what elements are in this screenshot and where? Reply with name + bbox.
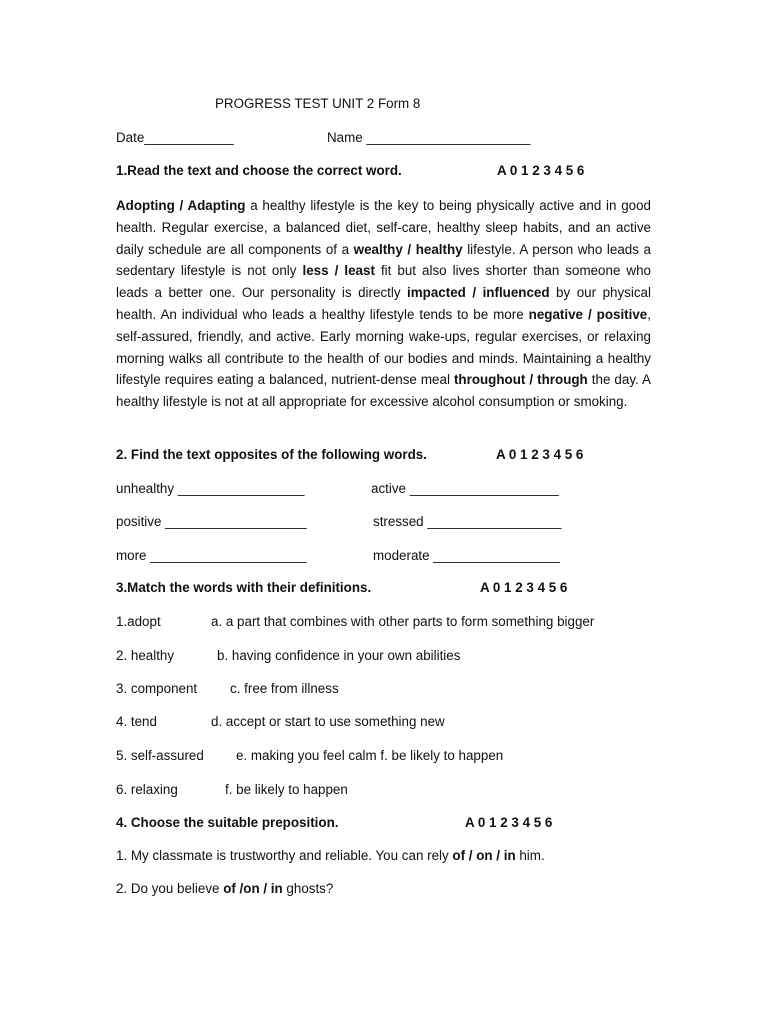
match-word: 3. component	[116, 681, 198, 696]
match-definition: a. a part that combines with other parts to form something bigger	[211, 614, 595, 629]
section2-score: A 0 1 2 3 4 5 6	[496, 447, 584, 462]
paragraph-text: a healthy lifestyle is the key to being physically active and in good health. Regular exercise, a balanced diet, self-care, healthy sleep habits, and an active daily schedule are all components of a	[116, 198, 651, 257]
opposite-row-left: unhealthy _________________	[116, 481, 305, 496]
date-field: Date____________	[116, 130, 234, 145]
opposite-row-right: moderate _________________	[373, 548, 560, 563]
paragraph-text: , self-assured, friendly, and active. Early morning wake-ups, regular exercises, or relaxing morning walks all contribute to the health of our bodies and minds. Maintaining a healthy lifestyle requires eating a balanced, nutrient-dense meal	[116, 306, 651, 388]
preposition-options: of / on / in	[452, 848, 516, 863]
preposition-item	[116, 848, 545, 864]
page-title: PROGRESS TEST UNIT 2 Form 8	[215, 96, 421, 111]
opposite-row-left: more _____________________	[116, 548, 307, 563]
paragraph-text: the day. A healthy lifestyle is not at all appropriate for excessive alcohol consumption or smoking.	[116, 372, 651, 410]
word-choice: throughout / through	[453, 372, 588, 388]
paragraph-text: lifestyle. A person who leads a sedentary lifestyle is not only	[116, 241, 651, 279]
section3-score: A 0 1 2 3 4 5 6	[480, 580, 568, 595]
word-choice: negative / positive	[528, 306, 648, 322]
match-definition: c. free from illness	[230, 681, 339, 696]
match-definition: e. making you feel calm f. be likely to happen	[236, 748, 504, 763]
opposite-row-right: active ____________________	[371, 481, 559, 496]
preposition-item-end: ghosts?	[282, 881, 334, 896]
match-word: 4. tend	[116, 714, 157, 729]
paragraph-text: fit but also lives shorter than someone who leads a better one. Our personality is directly	[116, 263, 651, 301]
section3-heading: 3.Match the words with their definitions.	[116, 580, 372, 595]
match-word: 1.adopt	[116, 614, 161, 629]
opposite-row-left: positive ___________________	[116, 514, 307, 529]
name-field: Name ______________________	[327, 130, 531, 145]
match-word: 2. healthy	[116, 648, 175, 663]
section2-heading: 2. Find the text opposites of the following words.	[116, 447, 427, 462]
match-definition: b. having confidence in your own abilities	[217, 648, 461, 663]
section1-heading: 1.Read the text and choose the correct word.	[116, 163, 402, 178]
match-definition: f. be likely to happen	[225, 782, 348, 797]
word-choice: Adopting / Adapting	[116, 198, 246, 213]
section4-heading: 4. Choose the suitable preposition.	[116, 815, 339, 830]
preposition-item-text: 1. My classmate is trustworthy and reliable. You can rely	[116, 848, 453, 863]
preposition-item-end: him.	[515, 848, 545, 863]
match-word: 5. self-assured	[116, 748, 204, 763]
section4-score: A 0 1 2 3 4 5 6	[465, 815, 553, 830]
word-choice: less / least	[302, 263, 375, 279]
match-word: 6. relaxing	[116, 782, 178, 797]
preposition-options: of /on / in	[223, 881, 283, 896]
preposition-item-text: 2. Do you believe	[116, 881, 224, 896]
match-definition: d. accept or start to use something new	[211, 714, 445, 729]
section1-paragraph	[116, 195, 651, 413]
section1-score: A 0 1 2 3 4 5 6	[497, 163, 585, 178]
word-choice: wealthy / healthy	[353, 241, 463, 257]
paragraph-text: by our physical health. An individual who leads a healthy lifestyle tends to be more	[116, 285, 651, 322]
opposite-row-right: stressed __________________	[373, 514, 562, 529]
word-choice: impacted / influenced	[407, 285, 550, 301]
preposition-item	[116, 881, 333, 897]
